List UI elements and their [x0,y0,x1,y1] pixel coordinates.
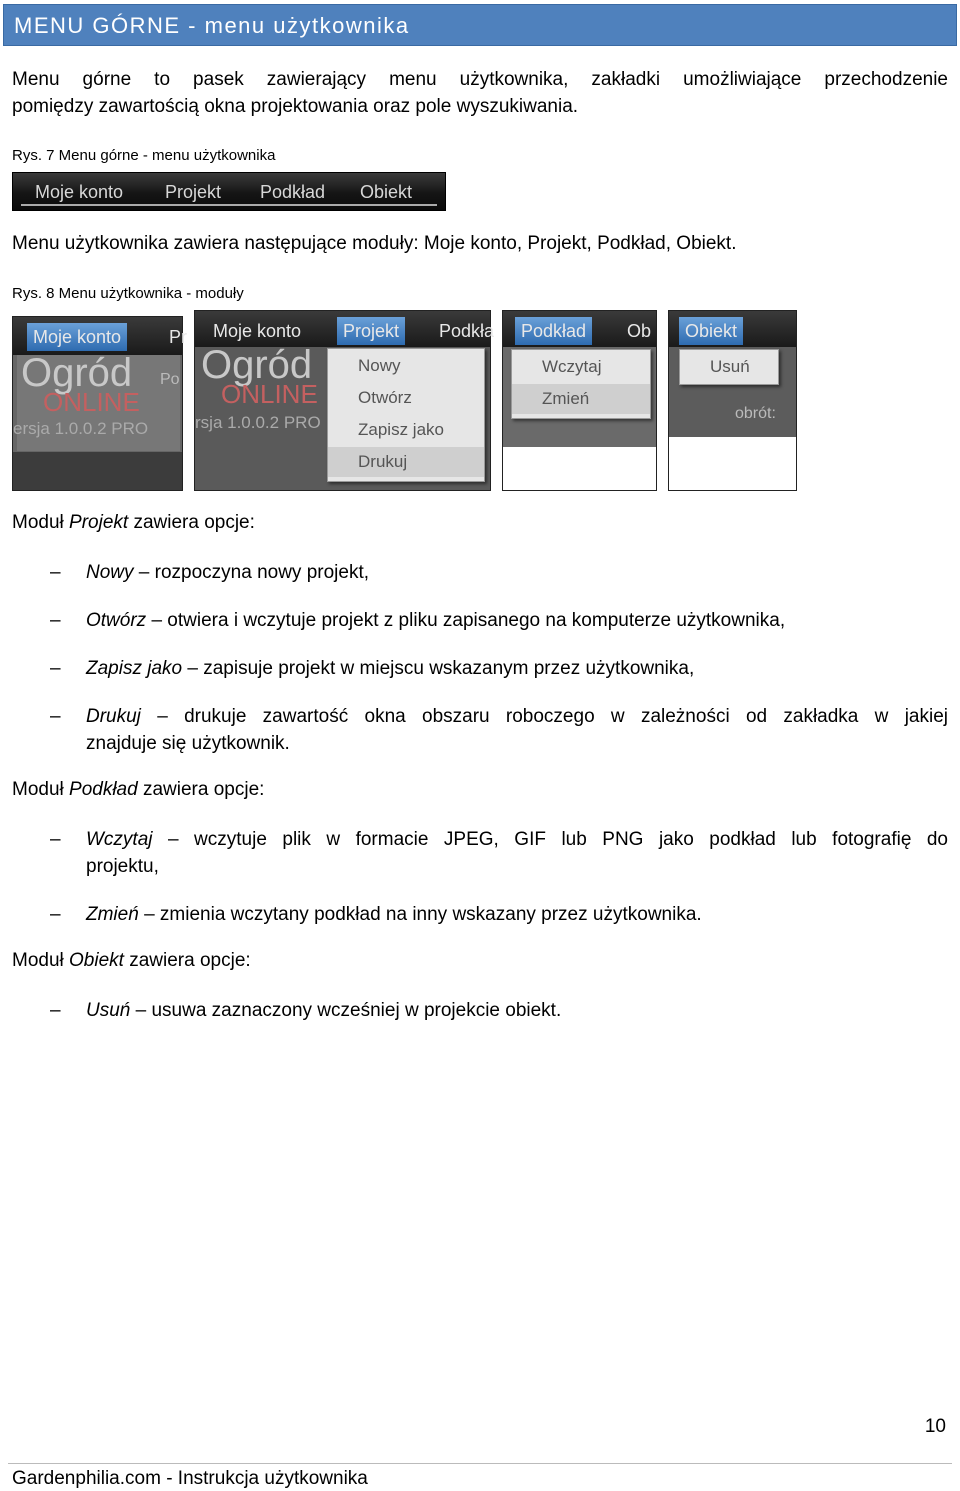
tab-obiekt[interactable]: Obiekt [679,317,743,345]
menu-bar-underline [21,204,437,206]
tab-moje-konto[interactable]: Moje konto [213,321,302,341]
figure-8-caption: Rys. 8 Menu użytkownika - moduły [12,285,244,302]
figure-7-menu-bar [12,172,446,211]
menu-option-usun[interactable]: Usuń [710,357,750,376]
tab-podklad[interactable]: Podkład [515,317,592,345]
menu-option-zmien[interactable]: Zmień [512,384,650,414]
menu-item-moje-konto[interactable]: Moje konto [35,182,124,202]
list-dash: – [50,904,61,925]
side-text: Po [160,371,180,388]
obiekt-dropdown [679,349,779,385]
list-dash: – [50,658,61,679]
page-number: 10 [924,1416,946,1437]
list-dash: – [50,829,61,850]
figure-8-panel-obiekt [668,310,797,491]
list-item: – Wczytaj – wczytuje plik w formacie JPEG, GIF lub PNG jako podkład lub fotografię do projektu, [12,826,948,886]
version-text: ersja 1.0.0.2 PRO [13,419,149,438]
tab-podklad-partial[interactable]: Podkła [439,321,495,341]
footer-text: Gardenphilia.com - Instrukcja użytkownika [12,1468,368,1489]
panel-tab-strip [13,317,187,355]
menu-option-otworz[interactable]: Otwórz [358,388,412,407]
logo-ogrod: Ogród [201,343,313,387]
tab-projekt[interactable]: Projekt [337,317,405,345]
menu-option-drukuj[interactable]: Drukuj [328,447,484,477]
podklad-dropdown [511,349,651,419]
logo-online: ONLINE [43,387,140,417]
obrot-label: obrót: [735,405,776,422]
obiekt-lead: Moduł Obiekt zawiera opcje: [12,950,251,971]
panel-tab-strip [669,311,796,347]
menu-item-podklad[interactable]: Podkład [260,182,326,202]
figure-8-panel-projekt [194,310,495,491]
tab-obiekt-partial[interactable]: Ob [627,321,652,341]
menu-option-zapisz-jako[interactable]: Zapisz jako [358,420,444,439]
footer-divider [8,1463,952,1464]
section-header [3,4,957,46]
figure-8-panel-moje-konto [12,316,187,491]
list-dash: – [50,1000,61,1021]
projekt-dropdown [327,348,485,482]
list-item: – Drukuj – drukuje zawartość okna obszaru roboczego w zależności od zakładka w jakiej znajduje się użytkownik. [12,703,948,763]
list-dash: – [50,562,61,583]
podklad-lead: Moduł Podkład zawiera opcje: [12,779,265,800]
menu-item-obiekt[interactable]: Obiekt [360,182,413,202]
logo-ogrod: Ogród [21,351,133,395]
intro-line-1: Menu górne to pasek zawierający menu użytkownika, zakładki umożliwiające przechodzenie [12,69,948,90]
tab-moje-konto[interactable]: Moje konto [27,323,127,351]
panel-tab-strip [195,311,495,347]
logo-online: ONLINE [221,379,318,409]
menu-option-wczytaj[interactable]: Wczytaj [542,357,602,376]
version-text: rsja 1.0.0.2 PRO [195,413,321,432]
menu-item-projekt[interactable]: Projekt [165,182,222,202]
figure-8-panel-podklad [502,310,657,491]
panel-footer [13,452,182,490]
menu-option-nowy[interactable]: Nowy [358,356,401,375]
figure-7-caption: Rys. 7 Menu górne - menu użytkownika [12,147,276,164]
tab-projekt-partial[interactable]: Pr [169,327,187,347]
panel-tab-strip [503,311,656,347]
modules-sentence: Menu użytkownika zawiera następujące moduły: Moje konto, Projekt, Podkład, Obiekt. [12,233,737,254]
list-dash: – [50,706,61,727]
list-dash: – [50,610,61,631]
projekt-lead: Moduł Projekt zawiera opcje: [12,512,255,533]
intro-line-2: pomiędzy zawartością okna projektowania oraz pole wyszukiwania. [12,96,579,117]
section-title: MENU GÓRNE - menu użytkownika [14,13,410,38]
